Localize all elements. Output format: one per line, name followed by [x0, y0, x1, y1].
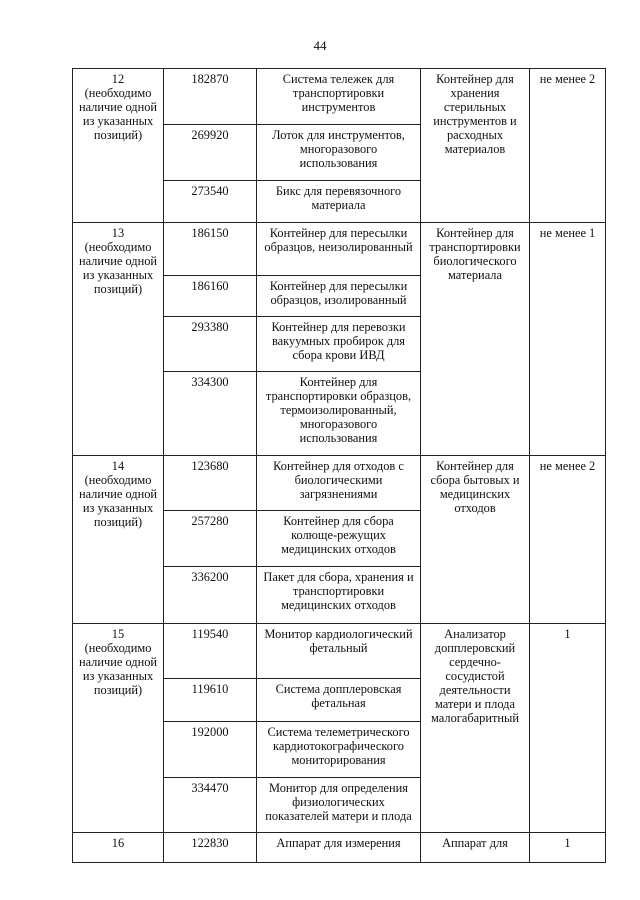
item-code: 119610	[164, 679, 257, 722]
equipment-name: Контейнер для сбора бытовых и медицинских отходов	[421, 456, 530, 624]
group-number-cell	[73, 456, 164, 624]
equipment-table	[72, 68, 606, 863]
item-code: 186160	[164, 276, 257, 317]
group-note: (необходимо наличие одной из указанных позиций)	[78, 473, 158, 529]
item-name: Лоток для инструментов, многоразового использования	[257, 125, 421, 181]
item-name: Система допплеровская фетальная	[257, 679, 421, 722]
table-row	[73, 833, 606, 863]
page-number: 44	[313, 38, 327, 53]
item-name: Контейнер для пересылки образцов, изолированный	[257, 276, 421, 317]
item-name: Контейнер для перевозки вакуумных пробирок для сбора крови ИВД	[257, 317, 421, 372]
item-code: 269920	[164, 125, 257, 181]
item-code: 273540	[164, 181, 257, 223]
group-number: 16	[111, 836, 125, 850]
item-name: Система телеметрического кардиотокографического мониторирования	[257, 722, 421, 778]
item-name: Монитор для определения физиологических показателей матери и плода	[257, 778, 421, 833]
group-number: 15	[111, 627, 125, 641]
table-row	[73, 624, 606, 679]
table-row	[73, 69, 606, 125]
group-note: (необходимо наличие одной из указанных позиций)	[78, 86, 158, 142]
group-number-cell	[73, 69, 164, 223]
item-name: Пакет для сбора, хранения и транспортировки медицинских отходов	[257, 567, 421, 624]
group-number-cell	[73, 833, 164, 863]
item-code: 293380	[164, 317, 257, 372]
item-code: 123680	[164, 456, 257, 511]
item-name: Система тележек для транспортировки инструментов	[257, 69, 421, 125]
group-number-cell	[73, 624, 164, 833]
quantity: не менее 2	[530, 456, 606, 624]
group-number-cell	[73, 223, 164, 456]
quantity: 1	[530, 624, 606, 833]
item-name: Контейнер для сбора колюще-режущих медицинских отходов	[257, 511, 421, 567]
equipment-name: Контейнер для хранения стерильных инструментов и расходных материалов	[421, 69, 530, 223]
group-note: (необходимо наличие одной из указанных позиций)	[78, 240, 158, 296]
table-row	[73, 223, 606, 276]
item-name: Бикс для перевязочного материала	[257, 181, 421, 223]
item-code: 182870	[164, 69, 257, 125]
quantity: не менее 1	[530, 223, 606, 456]
item-code: 192000	[164, 722, 257, 778]
item-code: 257280	[164, 511, 257, 567]
item-code: 334300	[164, 372, 257, 456]
item-code: 336200	[164, 567, 257, 624]
table-row	[73, 456, 606, 511]
quantity: не менее 2	[530, 69, 606, 223]
group-number: 14	[111, 459, 125, 473]
item-code: 122830	[164, 833, 257, 863]
equipment-name: Контейнер для транспортировки биологического материала	[421, 223, 530, 456]
item-name: Контейнер для пересылки образцов, неизолированный	[257, 223, 421, 276]
group-number: 13	[111, 226, 125, 240]
item-code: 119540	[164, 624, 257, 679]
item-name: Контейнер для транспортировки образцов, термоизолированный, многоразового использования	[257, 372, 421, 456]
item-name: Монитор кардиологический фетальный	[257, 624, 421, 679]
item-name: Контейнер для отходов с биологическими загрязнениями	[257, 456, 421, 511]
item-code: 186150	[164, 223, 257, 276]
equipment-name: Аппарат для	[421, 833, 530, 863]
item-code: 334470	[164, 778, 257, 833]
item-name: Аппарат для измерения	[257, 833, 421, 863]
quantity: 1	[530, 833, 606, 863]
group-number: 12	[111, 72, 125, 86]
equipment-name: Анализатор допплеровский сердечно-сосудистой деятельности матери и плода малогабаритный	[421, 624, 530, 833]
group-note: (необходимо наличие одной из указанных позиций)	[78, 641, 158, 697]
